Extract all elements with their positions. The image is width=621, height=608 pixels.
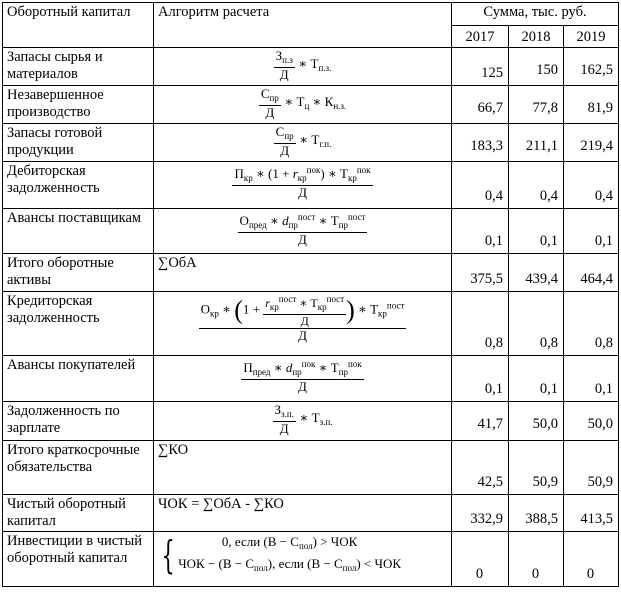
formula-salary-debt: $\frac{З_{з.п.}}{Д}$ ∗ $Т_{з.п.}$: [154, 402, 452, 441]
value-2018: 0,4: [509, 162, 564, 209]
formula-payables: $О_{кр}$ ∗ (1 + $\frac{r_{кр}^{пост} ∗ Т_{кр}^{пост}}{Д}$ ) ∗ $Т_{кр}^{пост}$ Д: [154, 292, 452, 356]
value-2019: 219,4: [564, 124, 619, 162]
formula-net-working-capital: ЧОК = ∑ОбА - ∑КО: [154, 495, 452, 532]
value-2019: 464,4: [564, 254, 619, 292]
value-2018: 211,1: [509, 124, 564, 162]
formula-supplier-advances: $\frac{О_{пред} ∗ d_{пр}^{пост} ∗ Т_{пр}^{пост}}{Д}$: [154, 209, 452, 254]
row-label: Авансы покупателей: [3, 356, 154, 402]
value-2017: 0,1: [452, 356, 509, 402]
row-label: Инвестиции в чистый оборотный капитал: [3, 532, 154, 587]
value-2017: 42,5: [452, 441, 509, 495]
value-2018: 50,9: [509, 441, 564, 495]
row-label: Чистый оборотный капитал: [3, 495, 154, 532]
value-2019: 0,1: [564, 356, 619, 402]
value-2019: 0: [564, 532, 619, 587]
header-year-2017: 2017: [452, 26, 509, 48]
brace-icon: {: [161, 533, 175, 577]
row-label: Итого оборотные активы: [3, 254, 154, 292]
value-2019: 50,9: [564, 441, 619, 495]
value-2018: 150: [509, 48, 564, 86]
value-2019: 0,4: [564, 162, 619, 209]
header-sum: Сумма, тыс. руб.: [452, 3, 619, 26]
formula-customer-advances: $\frac{П_{пред} ∗ d_{пр}^{пок} ∗ Т_{пр}^{пок}}{Д}$: [154, 356, 452, 402]
value-2019: 50,0: [564, 402, 619, 441]
value-2018: 0,1: [509, 209, 564, 254]
value-2019: 0,8: [564, 292, 619, 356]
value-2017: 0: [452, 532, 509, 587]
row-label: Задолженность по зарплате: [3, 402, 154, 441]
value-2017: 125: [452, 48, 509, 86]
formula-investment-piecewise: { 0, если $(В - С_{пол})$ > ЧОК ЧОК − $(В - С_{пол})$, если $(В - С_{пол})$ < ЧОК: [154, 532, 452, 587]
value-2018: 0,8: [509, 292, 564, 356]
formula-total-assets: ∑ОбА: [154, 254, 452, 292]
formula-wip: $\frac{С_{пр}}{Д}$ ∗ $Т_ц$ ∗ $К_{н.з.}$: [154, 86, 452, 124]
value-2017: 0,8: [452, 292, 509, 356]
value-2019: 81,9: [564, 86, 619, 124]
value-2018: 439,4: [509, 254, 564, 292]
value-2018: 77,8: [509, 86, 564, 124]
row-label: Дебиторская задолженность: [3, 162, 154, 209]
value-2018: 50,0: [509, 402, 564, 441]
value-2018: 388,5: [509, 495, 564, 532]
value-2017: 66,7: [452, 86, 509, 124]
formula-total-liabilities: ∑КО: [154, 441, 452, 495]
row-label: Итого краткосрочные обязательства: [3, 441, 154, 495]
value-2018: 0,1: [509, 356, 564, 402]
row-label: Кредиторская задолженность: [3, 292, 154, 356]
formula-finished-goods: $\frac{С_{пр}}{Д}$ ∗ $Т_{г.п.}$: [154, 124, 452, 162]
formula-raw-materials: $\frac{З_{п.з}}{Д}$ ∗ $Т_{п.з.}$: [154, 48, 452, 86]
header-algorithm: Алгоритм расчета: [154, 3, 452, 48]
value-2018: 0: [509, 532, 564, 587]
formula-receivables: $\frac{П_{кр} ∗ (1 + r_{кр}^{пок}) ∗ Т_{кр}^{пок}}{Д}$: [154, 162, 452, 209]
row-label: Запасы готовой продукции: [3, 124, 154, 162]
row-label: Запасы сырья и материалов: [3, 48, 154, 86]
header-year-2018: 2018: [509, 26, 564, 48]
value-2017: 332,9: [452, 495, 509, 532]
header-capital: Оборотный капитал: [3, 3, 154, 48]
value-2017: 0,1: [452, 209, 509, 254]
value-2019: 0,1: [564, 209, 619, 254]
row-label: Авансы поставщикам: [3, 209, 154, 254]
value-2017: 375,5: [452, 254, 509, 292]
working-capital-table: [2, 2, 619, 587]
header-year-2019: 2019: [564, 26, 619, 48]
value-2017: 41,7: [452, 402, 509, 441]
row-label: Незавершенное производство: [3, 86, 154, 124]
value-2017: 183,3: [452, 124, 509, 162]
value-2019: 162,5: [564, 48, 619, 86]
value-2017: 0,4: [452, 162, 509, 209]
capital-table-sheet: [2, 2, 618, 604]
value-2019: 413,5: [564, 495, 619, 532]
